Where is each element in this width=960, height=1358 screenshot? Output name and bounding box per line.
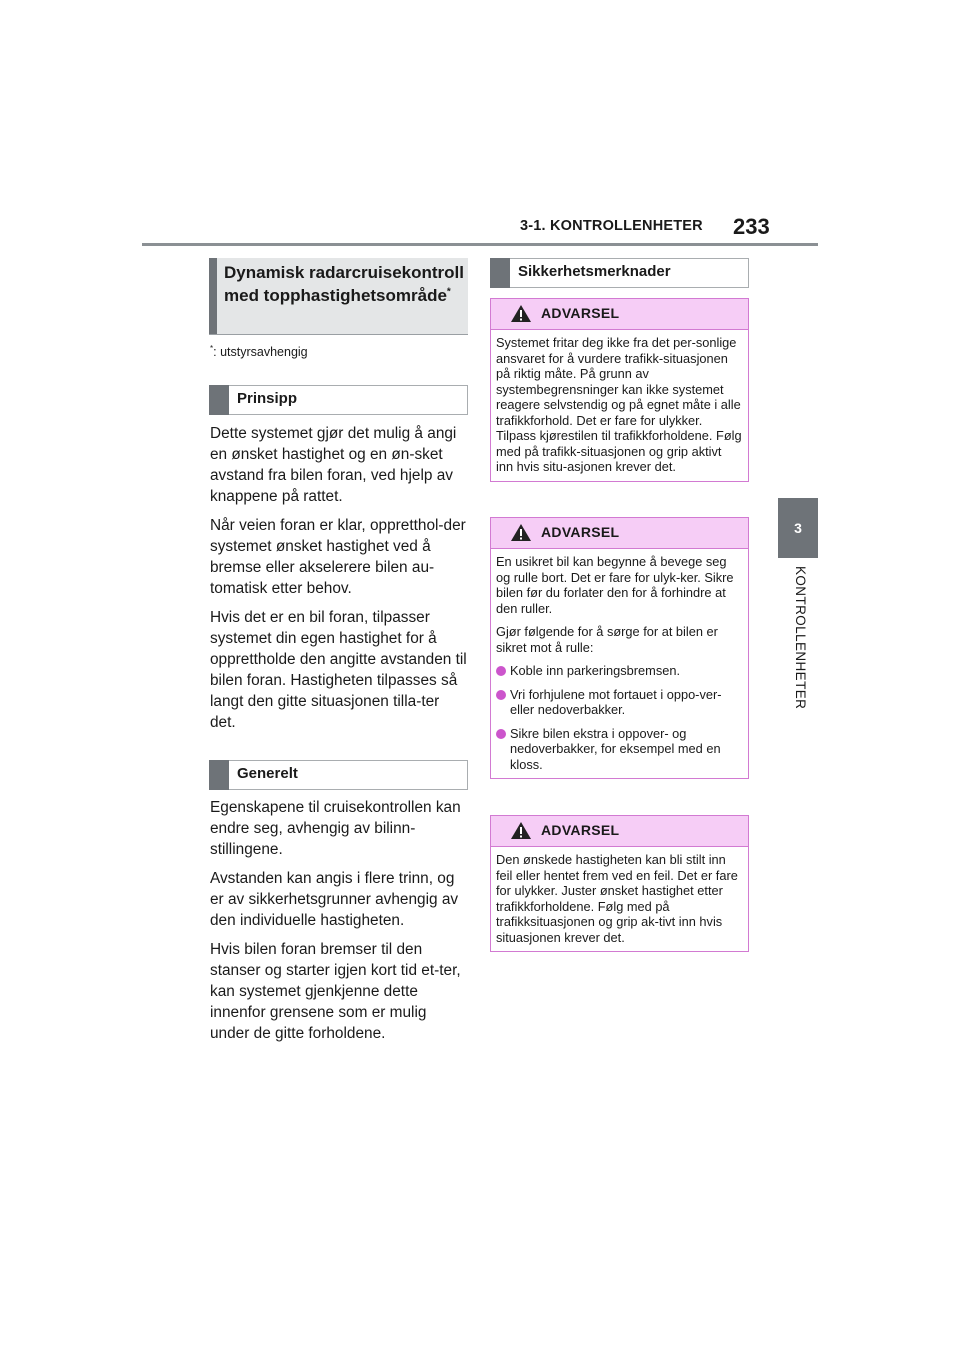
warning-label: ADVARSEL xyxy=(541,305,620,321)
heading-bar xyxy=(209,760,229,790)
warning-body xyxy=(491,330,748,481)
paragraph: Når veien foran er klar, oppretthol-der systemet ønsket hastighet ved å bremse eller akselerere bilen au-tomatisk etter behov. xyxy=(210,517,466,597)
warning-box xyxy=(490,517,749,779)
paragraph: Egenskapene til cruisekontrollen kan endre seg, avhengig av bilinn-stillingene. xyxy=(210,799,461,858)
paragraph: Hvis det er en bil foran, tilpasser systemet din egen hastighet for å opprettholde den angitte avstanden til bilen foran. Hastigheten tilpasses så langt den gitte situasjonen tilla-ter det. xyxy=(210,609,467,731)
principle-heading-text: Prinsipp xyxy=(237,390,298,407)
warning-box xyxy=(490,298,749,482)
footnote: *: utstyrsavhengig xyxy=(210,344,308,360)
bullet-icon xyxy=(496,729,506,739)
list-item-text: Koble inn parkeringsbremsen. xyxy=(510,663,681,678)
warning-icon xyxy=(510,523,532,542)
warning-body xyxy=(491,549,748,778)
general-heading-text: Generelt xyxy=(237,765,298,782)
bullet-icon xyxy=(496,666,506,676)
list-item xyxy=(496,726,742,773)
warning-icon xyxy=(510,821,532,840)
list-item-text: Sikre bilen ekstra i oppover- og nedoverbakker, for eksempel med en kloss. xyxy=(510,725,721,772)
safety-heading-text: Sikkerhetsmerknader xyxy=(518,263,671,280)
paragraph: Avstanden kan angis i flere trinn, og er av sikkerhetsgrunner avhengig av den individuelle hastigheten. xyxy=(210,870,459,929)
list-item xyxy=(496,663,742,679)
section-label: 3-1. KONTROLLENHETER xyxy=(520,218,703,234)
warning-label: ADVARSEL xyxy=(541,524,620,540)
warning-header xyxy=(491,518,748,549)
safety-heading xyxy=(490,258,749,288)
general-heading xyxy=(209,760,468,790)
principle-heading xyxy=(209,385,468,415)
list-item xyxy=(496,687,742,718)
chapter-tab xyxy=(778,498,818,558)
warning-text: Gjør følgende for å sørge for at bilen er sikret mot å rulle: xyxy=(496,624,718,655)
page-number: 233 xyxy=(733,214,770,239)
warning-box xyxy=(490,815,749,952)
bullet-icon xyxy=(496,690,506,700)
paragraph: Dette systemet gjør det mulig å angi en ønsket hastighet og en øn-sket avstand fra bilen foran, ved hjelp av knappene på rattet. xyxy=(210,425,457,505)
header-rule xyxy=(142,243,818,246)
heading-bar xyxy=(209,385,229,415)
heading-bar xyxy=(490,258,510,288)
chapter-number: 3 xyxy=(794,520,802,536)
list-item-text: Vri forhjulene mot fortauet i oppo-ver- eller nedoverbakker. xyxy=(510,686,722,717)
warning-header xyxy=(491,299,748,330)
warning-text: En usikret bil kan begynne å bevege seg og rulle bort. Det er fare for ulyk-ker. Sikre bilen før du forlater den for å forhindre at den ruller. xyxy=(496,554,734,616)
paragraph: Hvis bilen foran bremser til den stanser og starter igjen kort tid et-ter, kan systemet gjenkjenne dette innenfor grensene som er mulig under de gitte forholdene. xyxy=(210,941,461,1042)
warning-header xyxy=(491,816,748,847)
main-heading xyxy=(209,258,468,335)
principle-text xyxy=(210,423,468,741)
chapter-label: KONTROLLENHETER xyxy=(793,566,808,710)
warning-icon xyxy=(510,304,532,323)
main-heading-text: Dynamisk radarcruisekontroll med topphastighetsområde* xyxy=(224,263,464,305)
warning-text: Den ønskede hastigheten kan bli stilt inn feil eller hentet frem ved en feil. Det er fare for ulykker. Juster ønsket hastighet etter trafikkforholdene. Følg med på trafikksituasjonen og grip ak-tivt inn hvis situasjonen krever det. xyxy=(496,852,738,945)
warning-body xyxy=(491,847,748,951)
warning-text: Systemet fritar deg ikke fra det per-sonlige ansvaret for å vurdere trafikk-situasjonen på riktig måte. På grunn av systembegrensninger kan ikke systemet reagere selvstendig og på egnet måte i alle trafikkforhold. Det er fare for ulykker. Tilpass kjørestilen til trafikkforholdene. Følg med på trafikk-situasjonen og grip aktivt inn hvis situ-asjonen krever det. xyxy=(496,335,742,474)
warning-label: ADVARSEL xyxy=(541,822,620,838)
heading-bar xyxy=(209,258,217,334)
general-text xyxy=(210,797,468,1052)
